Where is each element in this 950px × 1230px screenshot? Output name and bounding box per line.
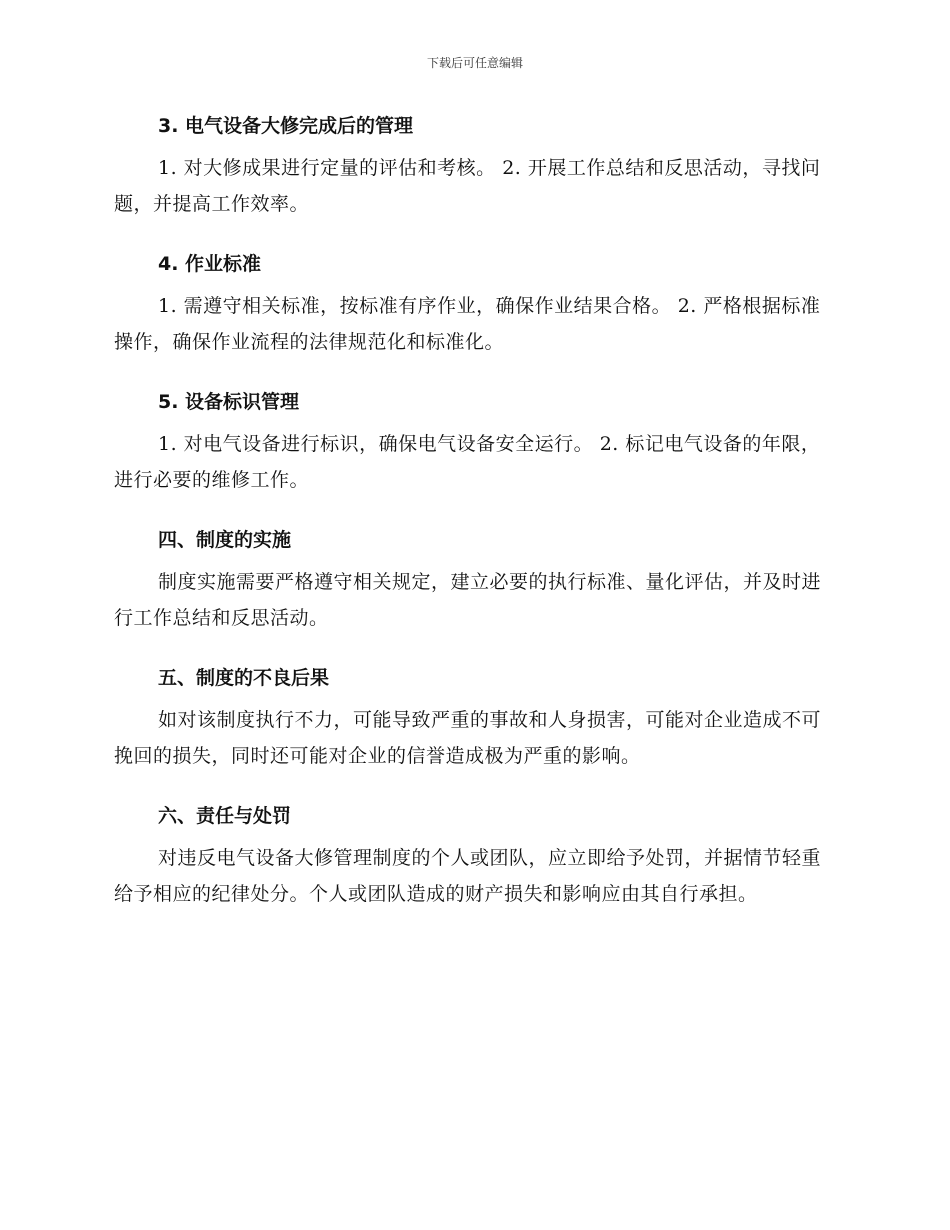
section-equipment-overhaul-management <box>114 108 834 222</box>
section-paragraph: 对违反电气设备大修管理制度的个人或团队，应立即给予处罚，并据情节轻重给予相应的纪律处分。个人或团队造成的财产损失和影响应由其自行承担。 <box>114 847 822 905</box>
section-paragraph: 制度实施需要严格遵守相关规定，建立必要的执行标准、量化评估，并及时进行工作总结和反思活动。 <box>114 571 822 629</box>
section-heading: 六、责任与处罚 <box>158 805 292 827</box>
section-paragraph: 1. 对电气设备进行标识，确保电气设备安全运行。 2. 标记电气设备的年限，进行必要的维修工作。 <box>114 433 821 491</box>
section-paragraph: 1. 需遵守相关标准，按标准有序作业，确保作业结果合格。 2. 严格根据标准操作，确保作业流程的法律规范化和标准化。 <box>114 295 821 353</box>
section-paragraph: 1. 对大修成果进行定量的评估和考核。 2. 开展工作总结和反思活动，寻找问题，并提高工作效率。 <box>114 157 821 215</box>
section-heading: 四、制度的实施 <box>158 529 292 551</box>
section-heading: 3. 电气设备大修完成后的管理 <box>158 115 414 137</box>
section-heading: 五、制度的不良后果 <box>158 667 330 689</box>
section-heading: 5. 设备标识管理 <box>158 391 300 413</box>
section-heading: 4. 作业标准 <box>158 253 262 275</box>
section-equipment-marking <box>114 384 834 498</box>
document-body <box>114 108 834 936</box>
section-consequences <box>114 660 834 774</box>
section-paragraph: 如对该制度执行不力，可能导致严重的事故和人身损害，可能对企业造成不可挽回的损失，同时还可能对企业的信誉造成极为严重的影响。 <box>114 709 822 767</box>
section-responsibility-penalty <box>114 798 834 912</box>
section-implementation <box>114 522 834 636</box>
section-work-standards <box>114 246 834 360</box>
page-header-note: 下载后可任意编辑 <box>426 56 523 70</box>
